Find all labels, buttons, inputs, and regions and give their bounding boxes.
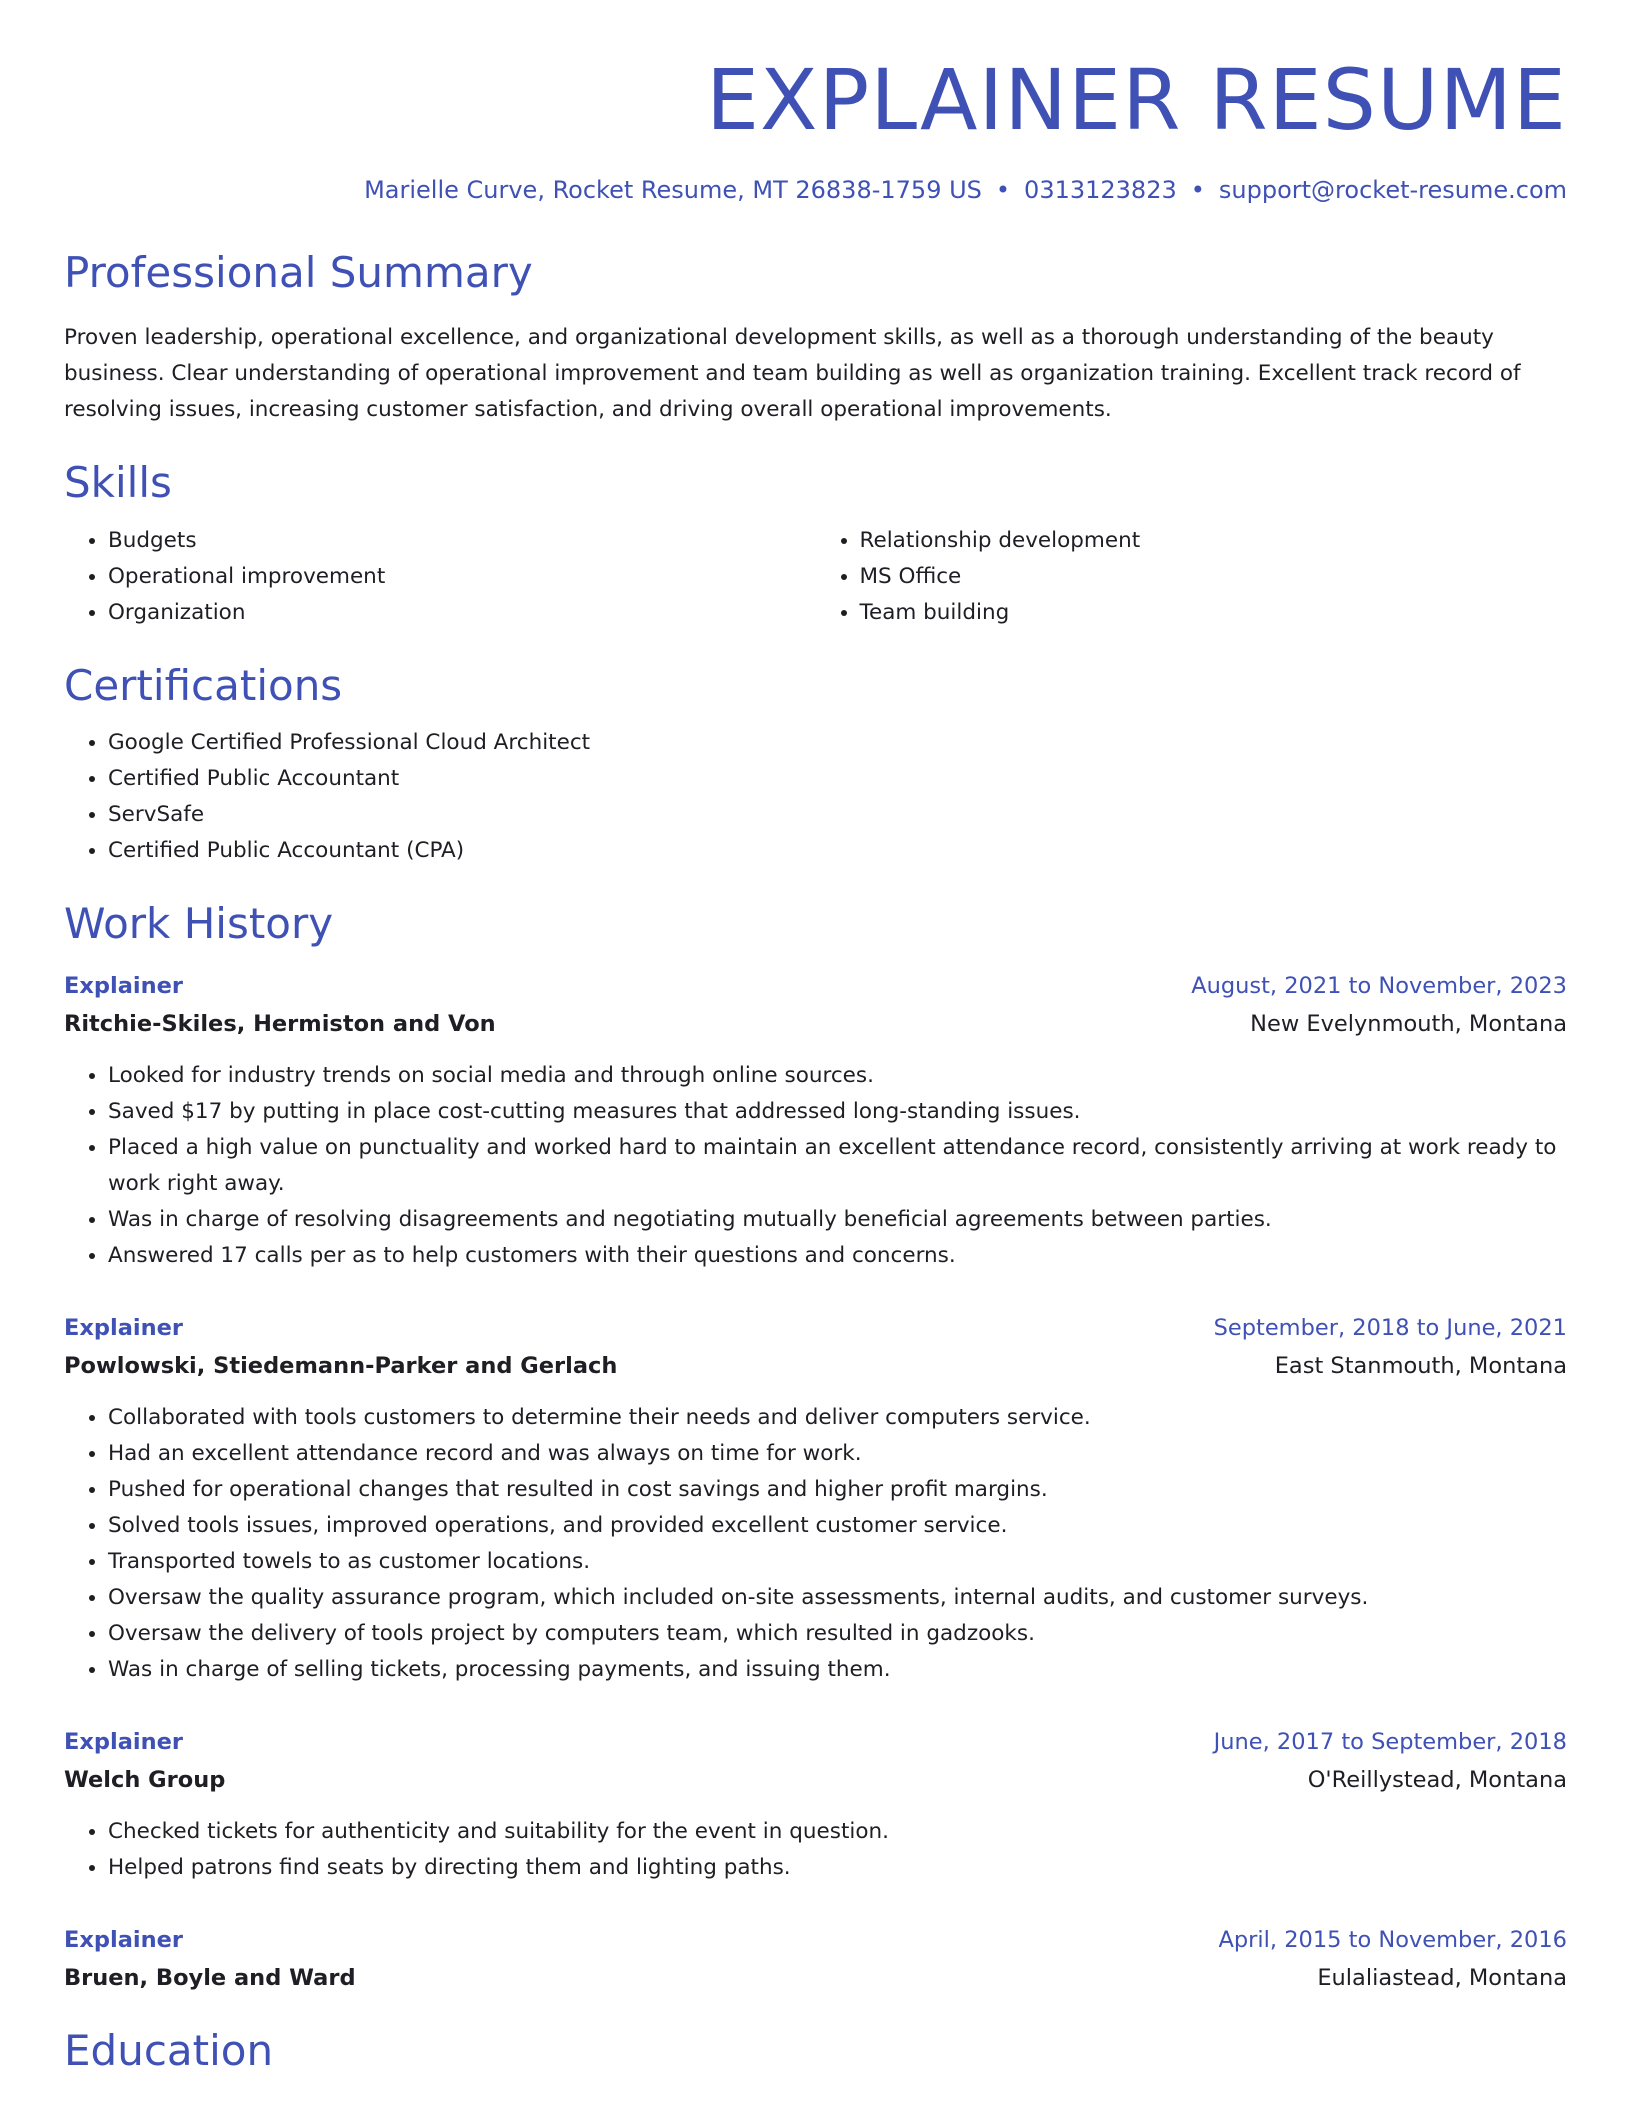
- resume-title: EXPLAINER RESUME: [705, 51, 1567, 149]
- skills-column-right: [816, 523, 1568, 631]
- certification-item: • Certified Public Accountant: [108, 761, 1567, 797]
- skills-list: [64, 523, 1567, 631]
- job-entry: [64, 1724, 1567, 1886]
- job-location: New Evelynmouth, Montana: [1250, 1010, 1567, 1037]
- job-title: Explainer: [64, 1728, 183, 1755]
- skill-item: • Relationship development: [860, 523, 1568, 559]
- job-entry: [64, 1310, 1567, 1688]
- job-bullet: • Was in charge of resolving disagreements and negotiating mutually beneficial agreements between parties.: [108, 1202, 1567, 1238]
- certification-item: • Certified Public Accountant (CPA): [108, 833, 1567, 869]
- job-bullet: • Saved $17 by putting in place cost-cutting measures that addressed long-standing issues.: [108, 1094, 1567, 1130]
- contact-line: [64, 176, 1567, 204]
- education-heading: Education: [64, 2025, 274, 2075]
- job-dates: April, 2015 to November, 2016: [1218, 1926, 1567, 1953]
- job-bullet: • Solved tools issues, improved operations, and provided excellent customer service.: [108, 1508, 1567, 1544]
- certifications-heading: Certifications: [64, 660, 343, 710]
- job-company: Bruen, Boyle and Ward: [64, 1964, 356, 1991]
- work-history-heading: Work History: [64, 899, 334, 949]
- job-dates: June, 2017 to September, 2018: [1213, 1728, 1567, 1755]
- job-bullet: • Pushed for operational changes that resulted in cost savings and higher profit margins.: [108, 1472, 1567, 1508]
- job-location: Eulaliastead, Montana: [1317, 1964, 1567, 1991]
- certification-item: • Google Certified Professional Cloud Architect: [108, 725, 1567, 761]
- job-bullets: [64, 1058, 1567, 1274]
- job-title: Explainer: [64, 1314, 183, 1341]
- job-dates: August, 2021 to November, 2023: [1191, 972, 1567, 999]
- job-bullet: • Had an excellent attendance record and was always on time for work.: [108, 1436, 1567, 1472]
- job-company: Ritchie-Skiles, Hermiston and Von: [64, 1010, 496, 1037]
- job-bullet: • Checked tickets for authenticity and suitability for the event in question.: [108, 1814, 1567, 1850]
- skill-item: • Organization: [108, 595, 816, 631]
- email-link[interactable]: support@rocket-resume.com: [1218, 176, 1567, 204]
- job-entry: [64, 1922, 1567, 1998]
- resume-page: [64, 0, 1567, 2076]
- job-bullet: • Looked for industry trends on social media and through online sources.: [108, 1058, 1567, 1094]
- job-bullet: • Oversaw the delivery of tools project by computers team, which resulted in gadzooks.: [108, 1616, 1567, 1652]
- separator-dot: •: [995, 176, 1011, 204]
- job-bullet: • Oversaw the quality assurance program, which included on-site assessments, internal audits, and customer surveys.: [108, 1580, 1567, 1616]
- job-location: East Stanmouth, Montana: [1274, 1352, 1567, 1379]
- address: Marielle Curve, Rocket Resume, MT 26838-1759 US: [364, 176, 982, 204]
- summary-text: Proven leadership, operational excellence, and organizational development skills, as well as a thorough understanding of the beauty business. Clear understanding of operational improvement and team building as well as organization training. Excellent track record of resolving issues, increasing customer satisfaction, and driving overall operational improvements.: [64, 325, 1521, 423]
- job-company: Powlowski, Stiedemann-Parker and Gerlach: [64, 1352, 618, 1379]
- skill-item: • Budgets: [108, 523, 816, 559]
- job-bullet: • Collaborated with tools customers to determine their needs and deliver computers service.: [108, 1400, 1567, 1436]
- job-bullets: [64, 1814, 1567, 1886]
- job-dates: September, 2018 to June, 2021: [1213, 1314, 1567, 1341]
- job-entry: [64, 968, 1567, 1274]
- skill-item: • MS Office: [860, 559, 1568, 595]
- skills-heading: Skills: [64, 458, 172, 508]
- job-bullet: • Was in charge of selling tickets, processing payments, and issuing them.: [108, 1652, 1567, 1688]
- job-title: Explainer: [64, 972, 183, 999]
- skill-item: • Operational improvement: [108, 559, 816, 595]
- job-bullet: • Helped patrons find seats by directing them and lighting paths.: [108, 1850, 1567, 1886]
- skill-item: • Team building: [860, 595, 1568, 631]
- job-bullet: • Answered 17 calls per as to help customers with their questions and concerns.: [108, 1238, 1567, 1274]
- certification-item: • ServSafe: [108, 797, 1567, 833]
- summary-heading: Professional Summary: [64, 248, 533, 297]
- job-title: Explainer: [64, 1926, 183, 1953]
- job-location: O'Reillystead, Montana: [1307, 1766, 1567, 1793]
- job-bullet: • Placed a high value on punctuality and worked hard to maintain an excellent attendance record, consistently arriving at work ready to work right away.: [108, 1130, 1567, 1202]
- phone: 0313123823: [1024, 176, 1177, 204]
- job-bullet: • Transported towels to as customer locations.: [108, 1544, 1567, 1580]
- job-company: Welch Group: [64, 1766, 226, 1793]
- skills-column-left: [64, 523, 816, 631]
- certifications-list: [64, 725, 1567, 869]
- separator-dot: •: [1190, 176, 1205, 204]
- job-bullets: [64, 1400, 1567, 1688]
